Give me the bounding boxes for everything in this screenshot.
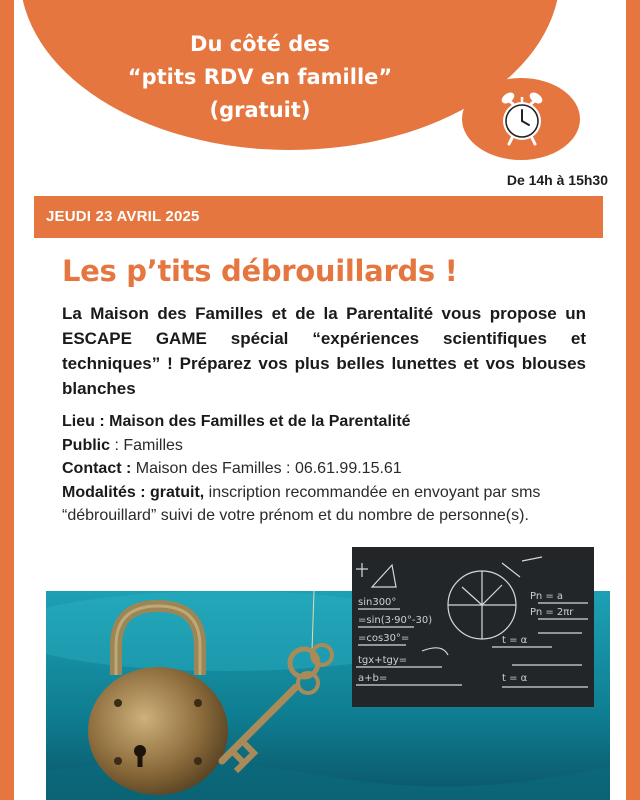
svg-text:a+b=: a+b= — [358, 673, 388, 684]
date-text: JEUDI 23 AVRIL 2025 — [46, 208, 200, 225]
chalkboard-photo — [352, 547, 594, 707]
event-details — [62, 410, 582, 528]
svg-text:Pn = 2πr: Pn = 2πr — [530, 607, 574, 618]
header-line-2: “ptits RDV en famille” — [127, 65, 393, 89]
detail-public: Public : Familles — [62, 436, 183, 454]
right-border — [626, 0, 640, 800]
header-title — [90, 28, 430, 127]
date-banner — [34, 196, 603, 238]
header-line-3: (gratuit) — [209, 98, 311, 122]
event-title: Les p’tits débrouillards ! — [62, 254, 458, 288]
detail-modalites: Modalités : gratuit, inscription recommandée en envoyant par sms “débrouillard” suivi de votre prénom et du nombre de personne(s). — [62, 483, 541, 524]
left-border — [0, 0, 14, 800]
header-line-1: Du côté des — [190, 32, 330, 56]
svg-text:=cos30°=: =cos30°= — [358, 633, 410, 644]
clock-badge — [462, 78, 580, 160]
alarm-clock-icon — [498, 90, 546, 148]
schedule-time: De 14h à 15h30 — [506, 172, 608, 188]
svg-text:=sin(3·90°-30): =sin(3·90°-30) — [358, 615, 433, 626]
svg-text:t = α: t = α — [502, 635, 528, 646]
detail-contact: Contact : Maison des Familles : 06.61.99.15.61 — [62, 460, 402, 477]
svg-text:t = α: t = α — [502, 673, 528, 684]
svg-text:sin300°: sin300° — [358, 597, 397, 608]
svg-text:tgx+tgy=: tgx+tgy= — [358, 655, 408, 666]
svg-text:Pn = a: Pn = a — [530, 591, 564, 602]
event-intro: La Maison des Familles et de la Parentalité vous propose un ESCAPE GAME spécial “expériences scientifiques et techniques” ! Préparez vos plus belles lunettes et vos blouses blanches — [62, 304, 586, 398]
detail-lieu: Lieu : Maison des Familles et de la Parentalité — [62, 413, 411, 430]
